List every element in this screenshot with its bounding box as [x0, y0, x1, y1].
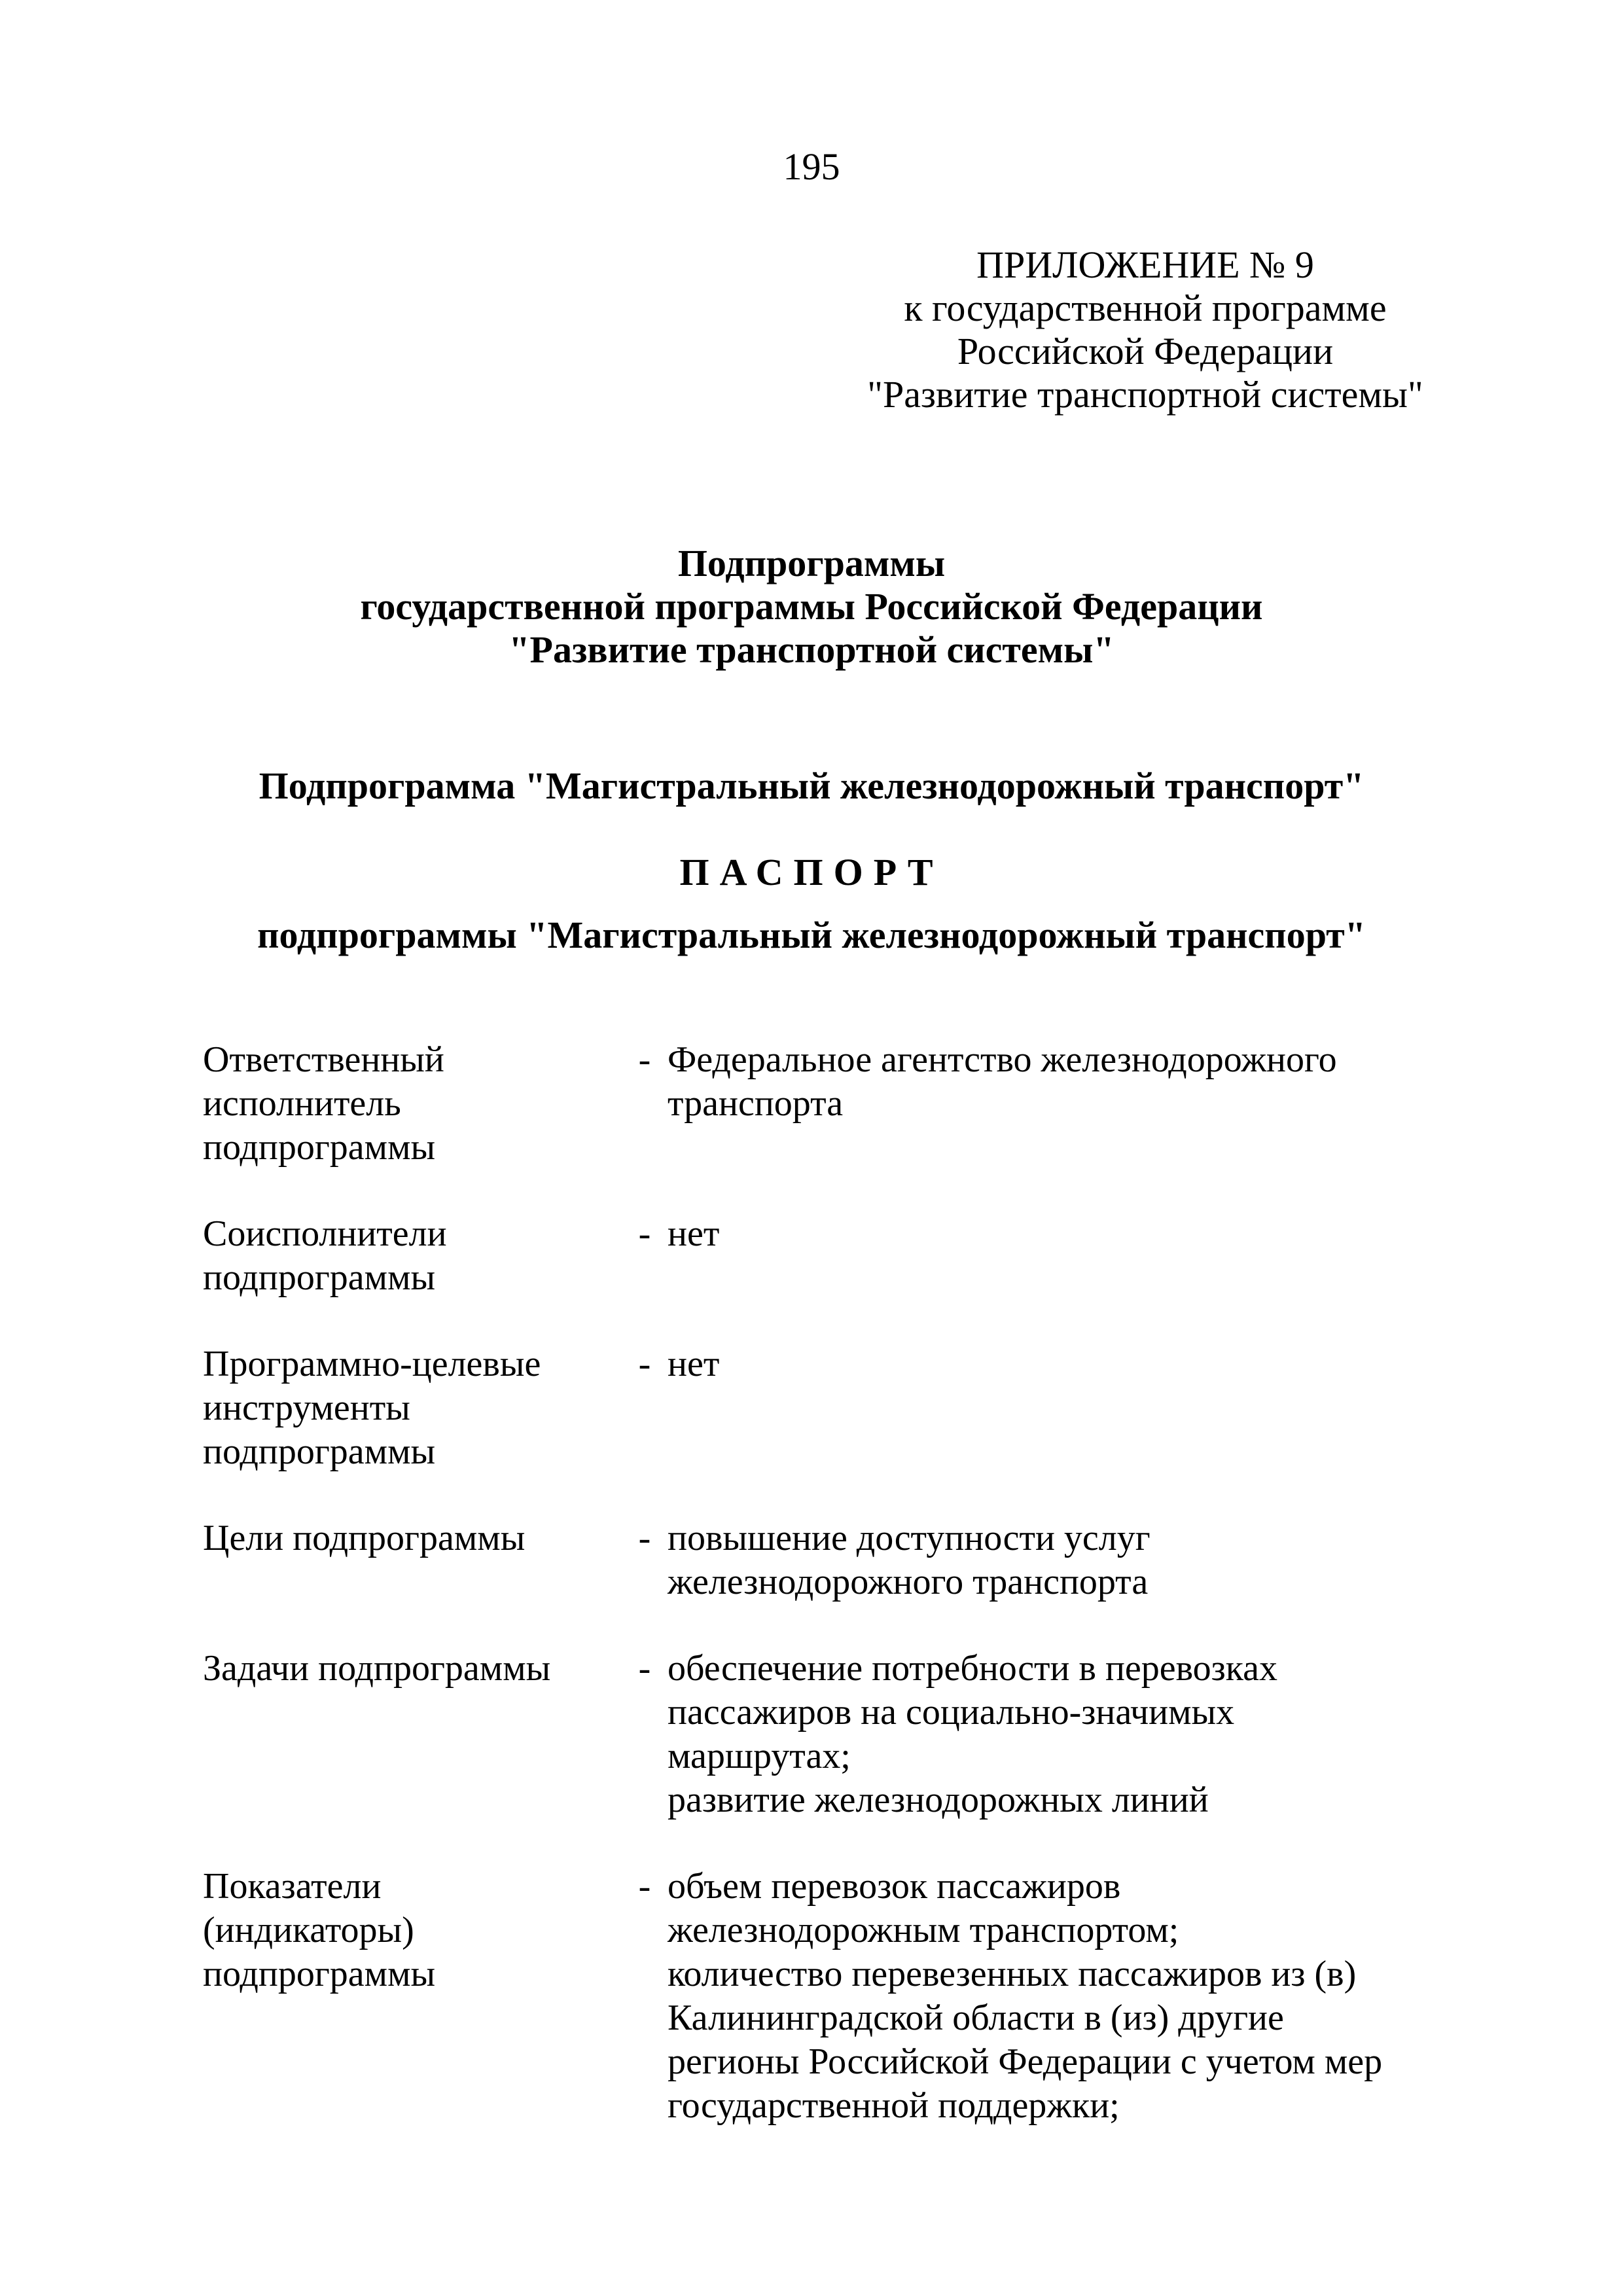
row-dash: - — [638, 1039, 651, 1080]
appendix-title: ПРИЛОЖЕНИЕ № 9 — [976, 243, 1314, 286]
row-dash: - — [638, 1866, 651, 1907]
label-line: подпрограммы — [203, 1431, 436, 1472]
label-line: Программно-целевые — [203, 1344, 541, 1384]
label-line: подпрограммы — [203, 1257, 436, 1298]
page-number: 195 — [783, 145, 840, 188]
appendix-line: к государственной программе — [904, 287, 1387, 329]
passport-row-instruments — [203, 1342, 1446, 1474]
value-line: регионы Российской Федерации с учетом мер — [668, 2041, 1383, 2082]
row-label — [203, 1647, 622, 1691]
row-dash: - — [638, 1344, 651, 1384]
label-line: Соисполнители — [203, 1213, 447, 1254]
value-line: нет — [668, 1213, 720, 1254]
label-line: исполнитель — [203, 1083, 401, 1124]
value-line: Калининградской области в (из) другие — [668, 1998, 1284, 2038]
row-label — [203, 1865, 622, 1996]
value-line: маршрутах; — [668, 1736, 851, 1776]
row-label — [203, 1516, 622, 1560]
heading-line: Подпрограммы — [677, 542, 946, 584]
value-line: железнодорожного транспорта — [668, 1562, 1149, 1602]
row-value — [668, 1647, 1446, 1822]
appendix-line: Российской Федерации — [957, 330, 1334, 372]
passport-row-responsible — [203, 1038, 1446, 1170]
label-line: Задачи подпрограммы — [203, 1648, 551, 1689]
passport-table — [203, 1038, 1446, 2170]
passport-subtitle: подпрограммы "Магистральный железнодорожный транспорт" — [257, 914, 1366, 956]
passport-row-coexecutors — [203, 1212, 1446, 1300]
value-line: Федеральное агентство железнодорожного — [668, 1039, 1337, 1080]
row-value — [668, 1212, 1446, 1256]
value-line: нет — [668, 1344, 720, 1384]
value-line: количество перевезенных пассажиров из (в) — [668, 1954, 1357, 1994]
heading-line: "Развитие транспортной системы" — [508, 628, 1115, 671]
value-line: развитие железнодорожных линий — [668, 1780, 1209, 1820]
row-value — [668, 1516, 1446, 1604]
value-line: транспорта — [668, 1083, 844, 1124]
heading-line: государственной программы Российской Федерации — [360, 585, 1263, 628]
row-value — [668, 1865, 1446, 2128]
value-line: железнодорожным транспортом; — [668, 1910, 1179, 1950]
row-dash: - — [638, 1648, 651, 1689]
label-line: инструменты — [203, 1388, 410, 1428]
passport-title: ПАСПОРТ — [679, 851, 944, 893]
value-line: повышение доступности услуг — [668, 1518, 1150, 1558]
label-line: Показатели — [203, 1866, 382, 1907]
label-line: (индикаторы) — [203, 1910, 414, 1950]
row-dash: - — [638, 1213, 651, 1254]
passport-row-goals — [203, 1516, 1446, 1604]
row-dash: - — [638, 1518, 651, 1558]
label-line: подпрограммы — [203, 1127, 436, 1168]
row-label — [203, 1342, 622, 1474]
row-label — [203, 1212, 622, 1300]
passport-row-tasks — [203, 1647, 1446, 1822]
label-line: подпрограммы — [203, 1954, 436, 1994]
row-label — [203, 1038, 622, 1170]
appendix-line: "Развитие транспортной системы" — [867, 373, 1423, 416]
value-line: пассажиров на социально-значимых — [668, 1692, 1235, 1732]
row-value — [668, 1342, 1446, 1386]
document-heading — [0, 542, 1623, 672]
appendix-block — [818, 243, 1472, 416]
passport-row-indicators — [203, 1865, 1446, 2128]
label-line: Цели подпрограммы — [203, 1518, 526, 1558]
subprogram-title: Подпрограмма "Магистральный железнодорожный транспорт" — [259, 764, 1364, 807]
row-value — [668, 1038, 1446, 1126]
label-line: Ответственный — [203, 1039, 444, 1080]
value-line: обеспечение потребности в перевозках — [668, 1648, 1278, 1689]
value-line: государственной поддержки; — [668, 2085, 1120, 2126]
value-line: объем перевозок пассажиров — [668, 1866, 1121, 1907]
